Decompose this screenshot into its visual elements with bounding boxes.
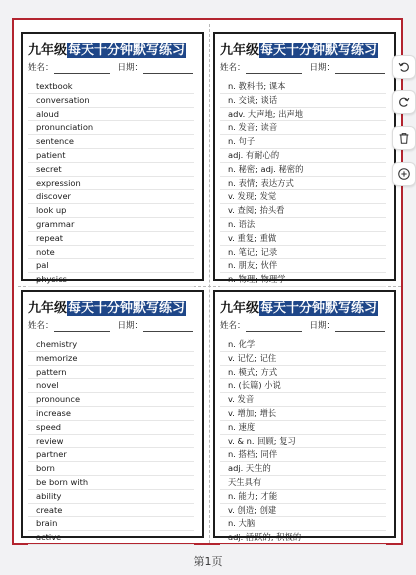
worksheet-card-english	[21, 32, 204, 285]
name-date-row	[28, 320, 202, 332]
name-blank	[54, 322, 110, 332]
list-item: pattern	[28, 366, 194, 380]
name-date-row	[220, 62, 394, 74]
worksheet-card-chinese	[213, 32, 396, 285]
vertical-cut-line	[209, 24, 210, 543]
list-item: n. 表情; 表达方式	[220, 177, 386, 191]
rotate-counterclockwise-icon	[397, 60, 411, 74]
worksheet-card-english	[21, 290, 204, 543]
list-item: v. 发现; 发觉	[220, 190, 386, 204]
word-list	[23, 338, 202, 545]
list-item: n. (长篇) 小说	[220, 379, 386, 393]
date-blank	[143, 322, 193, 332]
list-item: n. 秘密; adj. 秘密的	[220, 163, 386, 177]
list-item: chemistry	[28, 338, 194, 352]
list-item: textbook	[28, 80, 194, 94]
list-item: adj. 活跃的; 积极的	[220, 531, 386, 545]
list-item: ability	[28, 490, 194, 504]
rotate-right-button[interactable]	[392, 90, 416, 114]
list-item: note	[28, 246, 194, 260]
list-item: v. & n. 回顾; 复习	[220, 435, 386, 449]
list-item: discover	[28, 190, 194, 204]
list-item: aloud	[28, 108, 194, 122]
word-list	[23, 80, 202, 287]
document-page[interactable]	[12, 18, 403, 545]
list-item: active	[28, 531, 194, 545]
list-item: pronunciation	[28, 121, 194, 135]
date-label: 日期：	[309, 63, 336, 73]
list-item: brain	[28, 517, 194, 531]
name-label: 姓名：	[28, 63, 54, 73]
list-item: novel	[28, 379, 194, 393]
list-item: secret	[28, 163, 194, 177]
name-date-row	[220, 320, 394, 332]
date-blank	[143, 64, 193, 74]
list-item: v. 增加; 增长	[220, 407, 386, 421]
name-blank	[246, 322, 302, 332]
name-label: 姓名：	[220, 321, 246, 331]
list-item: physics	[28, 273, 194, 287]
list-item: patient	[28, 149, 194, 163]
date-label: 日期：	[309, 321, 336, 331]
list-item: n. 物理; 物理学	[220, 273, 386, 287]
list-item: increase	[28, 407, 194, 421]
add-page-button[interactable]	[392, 162, 416, 186]
date-label: 日期：	[117, 321, 144, 331]
list-item: n. 语法	[220, 218, 386, 232]
name-date-row	[28, 62, 202, 74]
list-item: n. 句子	[220, 135, 386, 149]
list-item: pal	[28, 259, 194, 273]
list-item: memorize	[28, 352, 194, 366]
card-title: 九年级每天十分钟默写练习	[28, 43, 186, 58]
card-title: 九年级每天十分钟默写练习	[220, 301, 378, 316]
definition-list	[215, 338, 394, 545]
list-item: speed	[28, 421, 194, 435]
name-label: 姓名：	[28, 321, 54, 331]
date-blank	[335, 64, 385, 74]
list-item: expression	[28, 177, 194, 191]
list-item: partner	[28, 448, 194, 462]
name-blank	[246, 64, 302, 74]
list-item: n. 模式; 方式	[220, 366, 386, 380]
list-item: born	[28, 462, 194, 476]
list-item: n. 教科书; 课本	[220, 80, 386, 94]
list-item: adv. 大声地; 出声地	[220, 108, 386, 122]
date-blank	[335, 322, 385, 332]
page-number-label: 第1页	[193, 555, 223, 568]
list-item: n. 笔记; 记录	[220, 246, 386, 260]
list-item: adj. 有耐心的	[220, 149, 386, 163]
list-item: adj. 天生的	[220, 462, 386, 476]
date-label: 日期：	[117, 63, 144, 73]
list-item: v. 重复; 重做	[220, 232, 386, 246]
list-item: v. 查阅; 抬头看	[220, 204, 386, 218]
list-item: v. 发音	[220, 393, 386, 407]
list-item: create	[28, 504, 194, 518]
delete-page-button[interactable]	[392, 126, 416, 150]
list-item: repeat	[28, 232, 194, 246]
list-item: look up	[28, 204, 194, 218]
list-item: n. 发音; 读音	[220, 121, 386, 135]
list-item: n. 速度	[220, 421, 386, 435]
list-item: 天生具有	[220, 476, 386, 490]
list-item: review	[28, 435, 194, 449]
worksheet-card-chinese	[213, 290, 396, 543]
list-item: conversation	[28, 94, 194, 108]
definition-list	[215, 80, 394, 287]
list-item: v. 创造; 创建	[220, 504, 386, 518]
list-item: n. 化学	[220, 338, 386, 352]
list-item: n. 朋友; 伙伴	[220, 259, 386, 273]
rotate-left-button[interactable]	[392, 55, 416, 79]
list-item: n. 搭档; 同伴	[220, 448, 386, 462]
list-item: grammar	[28, 218, 194, 232]
add-circle-icon	[397, 167, 411, 181]
list-item: n. 大脑	[220, 517, 386, 531]
list-item: sentence	[28, 135, 194, 149]
trash-icon	[397, 131, 411, 145]
list-item: pronounce	[28, 393, 194, 407]
card-title: 九年级每天十分钟默写练习	[28, 301, 186, 316]
list-item: be born with	[28, 476, 194, 490]
rotate-clockwise-icon	[397, 95, 411, 109]
list-item: v. 记忆; 记住	[220, 352, 386, 366]
list-item: n. 能力; 才能	[220, 490, 386, 504]
name-blank	[54, 64, 110, 74]
name-label: 姓名：	[220, 63, 246, 73]
list-item: n. 交谈; 谈话	[220, 94, 386, 108]
card-title: 九年级每天十分钟默写练习	[220, 43, 378, 58]
